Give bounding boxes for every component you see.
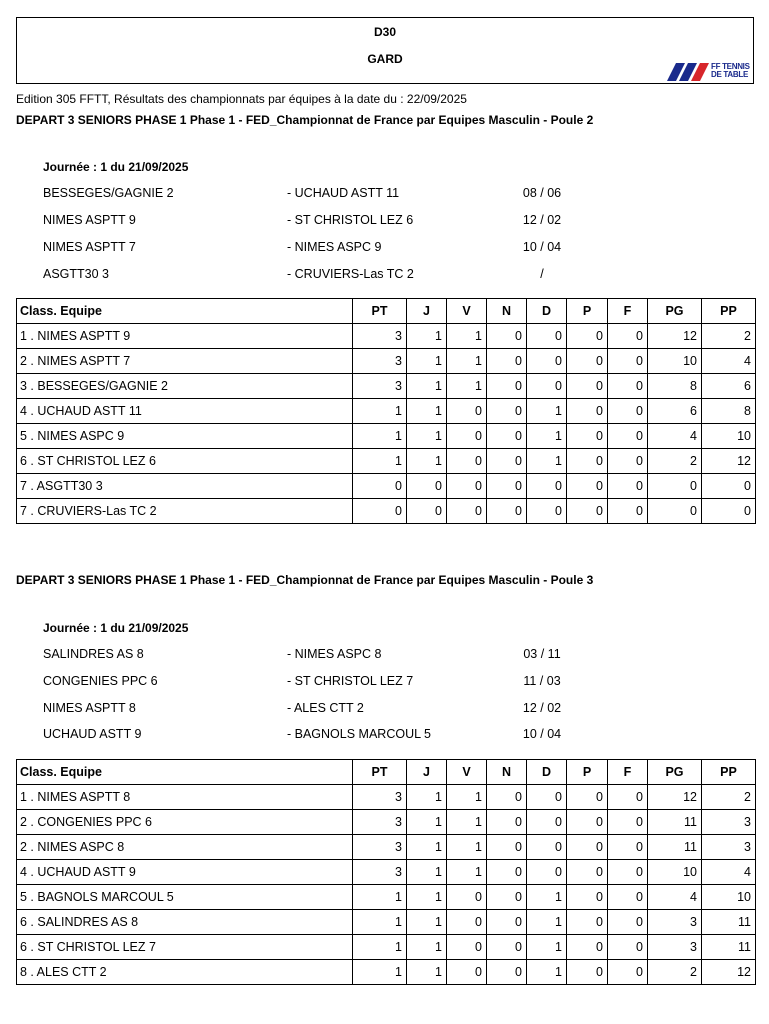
cell-pt: 1 [353,910,407,935]
match-score: 10 / 04 [522,727,562,741]
fftt-logo-mark-icon [667,60,711,82]
cell-n: 0 [487,324,527,349]
cell-pp: 0 [702,499,756,524]
cell-n: 0 [487,474,527,499]
cell-d: 0 [527,785,567,810]
cell-v: 0 [447,499,487,524]
cell-pp: 11 [702,935,756,960]
cell-pg: 0 [648,474,702,499]
cell-pg: 12 [648,785,702,810]
cell-p: 0 [567,910,608,935]
cell-j: 1 [407,374,447,399]
col-header-n: N [487,760,527,785]
col-header-pp: PP [702,299,756,324]
cell-pt: 3 [353,374,407,399]
standings-table-poule-2 [16,298,756,524]
match-score: 11 / 03 [523,674,561,688]
cell-team: 1 . NIMES ASPTT 9 [17,324,353,349]
department-name: GARD [367,52,403,66]
table-row [17,885,756,910]
cell-j: 1 [407,424,447,449]
cell-j: 1 [407,835,447,860]
cell-j: 1 [407,910,447,935]
cell-d: 0 [527,835,567,860]
match-score: 03 / 11 [523,647,561,661]
cell-v: 0 [447,424,487,449]
cell-j: 1 [407,885,447,910]
cell-n: 0 [487,449,527,474]
match-row [0,647,769,665]
match-row [0,674,769,692]
cell-d: 0 [527,324,567,349]
journee-label: Journée : 1 du 21/09/2025 [43,621,189,635]
cell-pg: 6 [648,399,702,424]
cell-v: 0 [447,910,487,935]
cell-p: 0 [567,424,608,449]
cell-v: 1 [447,324,487,349]
cell-n: 0 [487,810,527,835]
cell-team: 2 . NIMES ASPTT 7 [17,349,353,374]
col-header-d: D [527,760,567,785]
cell-team: 3 . BESSEGES/GAGNIE 2 [17,374,353,399]
cell-pg: 0 [648,499,702,524]
cell-pt: 1 [353,960,407,985]
cell-v: 0 [447,960,487,985]
match-row [0,240,769,258]
cell-p: 0 [567,935,608,960]
cell-f: 0 [608,785,648,810]
cell-pt: 3 [353,810,407,835]
cell-j: 1 [407,449,447,474]
cell-pp: 12 [702,960,756,985]
cell-j: 0 [407,499,447,524]
cell-team: 7 . ASGTT30 3 [17,474,353,499]
cell-n: 0 [487,935,527,960]
cell-pg: 12 [648,324,702,349]
cell-v: 1 [447,785,487,810]
col-header-pt: PT [353,299,407,324]
table-row [17,810,756,835]
cell-f: 0 [608,910,648,935]
cell-team: 1 . NIMES ASPTT 8 [17,785,353,810]
cell-f: 0 [608,399,648,424]
table-row [17,449,756,474]
match-row [0,727,769,745]
cell-n: 0 [487,499,527,524]
cell-v: 0 [447,449,487,474]
cell-pt: 1 [353,449,407,474]
cell-pp: 2 [702,785,756,810]
match-row [0,186,769,204]
cell-pt: 3 [353,324,407,349]
match-score: / [540,267,544,281]
cell-v: 0 [447,885,487,910]
col-header-v: V [447,760,487,785]
cell-pt: 1 [353,399,407,424]
header-box [16,17,754,84]
match-row [0,267,769,285]
cell-d: 0 [527,499,567,524]
standings-table-poule-3 [16,759,756,985]
cell-pp: 3 [702,835,756,860]
col-header-pg: PG [648,299,702,324]
table-row [17,835,756,860]
match-row [0,701,769,719]
cell-d: 0 [527,860,567,885]
table-row [17,424,756,449]
cell-d: 1 [527,449,567,474]
cell-pg: 2 [648,449,702,474]
edition-line: Edition 305 FFTT, Résultats des championnats par équipes à la date du : 22/09/2025 [16,92,467,106]
col-header-team: Class. Equipe [17,760,353,785]
cell-f: 0 [608,324,648,349]
cell-p: 0 [567,449,608,474]
cell-j: 1 [407,785,447,810]
table-row [17,399,756,424]
cell-n: 0 [487,960,527,985]
cell-p: 0 [567,835,608,860]
cell-v: 1 [447,810,487,835]
cell-pt: 0 [353,499,407,524]
cell-d: 0 [527,374,567,399]
cell-v: 1 [447,349,487,374]
cell-f: 0 [608,474,648,499]
table-row [17,910,756,935]
col-header-n: N [487,299,527,324]
cell-v: 1 [447,860,487,885]
cell-team: 5 . BAGNOLS MARCOUL 5 [17,885,353,910]
cell-d: 1 [527,960,567,985]
cell-v: 0 [447,474,487,499]
table-header-row [17,760,756,785]
cell-v: 0 [447,399,487,424]
col-header-f: F [608,299,648,324]
cell-n: 0 [487,860,527,885]
cell-f: 0 [608,424,648,449]
cell-n: 0 [487,399,527,424]
fftt-logo [667,60,753,84]
cell-pg: 4 [648,424,702,449]
table-row [17,324,756,349]
col-header-v: V [447,299,487,324]
committee-code: D30 [373,25,396,39]
cell-p: 0 [567,399,608,424]
cell-p: 0 [567,349,608,374]
cell-d: 0 [527,810,567,835]
cell-pg: 2 [648,960,702,985]
cell-pg: 3 [648,910,702,935]
cell-f: 0 [608,349,648,374]
cell-v: 1 [447,374,487,399]
cell-j: 1 [407,399,447,424]
cell-f: 0 [608,449,648,474]
cell-f: 0 [608,960,648,985]
cell-pg: 8 [648,374,702,399]
cell-n: 0 [487,349,527,374]
cell-p: 0 [567,474,608,499]
cell-j: 0 [407,474,447,499]
cell-n: 0 [487,424,527,449]
match-away: - ST CHRISTOL LEZ 7 [287,674,414,688]
cell-pg: 4 [648,885,702,910]
table-header-row [17,299,756,324]
cell-team: 4 . UCHAUD ASTT 9 [17,860,353,885]
cell-pp: 10 [702,885,756,910]
cell-pp: 6 [702,374,756,399]
cell-pp: 8 [702,399,756,424]
cell-f: 0 [608,935,648,960]
col-header-f: F [608,760,648,785]
cell-team: 7 . CRUVIERS-Las TC 2 [17,499,353,524]
cell-d: 1 [527,910,567,935]
match-score: 12 / 02 [522,213,562,227]
table-row [17,935,756,960]
cell-j: 1 [407,860,447,885]
match-score: 12 / 02 [522,701,562,715]
cell-p: 0 [567,785,608,810]
cell-j: 1 [407,810,447,835]
cell-team: 6 . ST CHRISTOL LEZ 6 [17,449,353,474]
match-home: BESSEGES/GAGNIE 2 [43,186,174,200]
cell-pt: 1 [353,424,407,449]
table-row [17,960,756,985]
cell-d: 0 [527,474,567,499]
match-away: - NIMES ASPC 8 [287,647,382,661]
col-header-team: Class. Equipe [17,299,353,324]
cell-n: 0 [487,374,527,399]
match-away: - CRUVIERS-Las TC 2 [287,267,414,281]
col-header-p: P [567,299,608,324]
cell-pp: 4 [702,349,756,374]
match-home: ASGTT30 3 [43,267,109,281]
col-header-pg: PG [648,760,702,785]
cell-team: 6 . SALINDRES AS 8 [17,910,353,935]
cell-j: 1 [407,935,447,960]
poule-title: DEPART 3 SENIORS PHASE 1 Phase 1 - FED_Championnat de France par Equipes Masculin - Poule 3 [16,573,594,587]
cell-team: 5 . NIMES ASPC 9 [17,424,353,449]
cell-pp: 4 [702,860,756,885]
col-header-pt: PT [353,760,407,785]
cell-pt: 1 [353,885,407,910]
cell-f: 0 [608,835,648,860]
match-home: CONGENIES PPC 6 [43,674,158,688]
table-row [17,785,756,810]
match-home: NIMES ASPTT 7 [43,240,136,254]
table-row [17,860,756,885]
cell-p: 0 [567,499,608,524]
col-header-j: J [407,299,447,324]
cell-pt: 3 [353,860,407,885]
cell-pg: 10 [648,860,702,885]
cell-pp: 3 [702,810,756,835]
cell-p: 0 [567,960,608,985]
cell-p: 0 [567,860,608,885]
cell-j: 1 [407,349,447,374]
cell-pp: 12 [702,449,756,474]
journee-label: Journée : 1 du 21/09/2025 [43,160,189,174]
match-row [0,213,769,231]
match-away: - UCHAUD ASTT 11 [287,186,400,200]
match-score: 10 / 04 [522,240,562,254]
logo-text-line1: FF TENNIS [711,62,750,71]
cell-pp: 10 [702,424,756,449]
cell-team: 4 . UCHAUD ASTT 11 [17,399,353,424]
match-home: SALINDRES AS 8 [43,647,144,661]
cell-n: 0 [487,835,527,860]
col-header-j: J [407,760,447,785]
cell-j: 1 [407,324,447,349]
cell-d: 1 [527,885,567,910]
cell-d: 0 [527,349,567,374]
cell-d: 1 [527,399,567,424]
poule-title: DEPART 3 SENIORS PHASE 1 Phase 1 - FED_Championnat de France par Equipes Masculin - Poule 2 [16,113,594,127]
cell-pg: 10 [648,349,702,374]
match-away: - BAGNOLS MARCOUL 5 [287,727,432,741]
match-home: NIMES ASPTT 9 [43,213,136,227]
cell-p: 0 [567,810,608,835]
cell-pt: 1 [353,935,407,960]
cell-pg: 3 [648,935,702,960]
cell-j: 1 [407,960,447,985]
cell-pg: 11 [648,835,702,860]
logo-text-line2: DE TABLE [711,70,749,79]
cell-p: 0 [567,374,608,399]
cell-team: 2 . NIMES ASPC 8 [17,835,353,860]
col-header-p: P [567,760,608,785]
col-header-d: D [527,299,567,324]
cell-f: 0 [608,374,648,399]
cell-pt: 3 [353,835,407,860]
table-row [17,374,756,399]
cell-team: 2 . CONGENIES PPC 6 [17,810,353,835]
cell-pp: 0 [702,474,756,499]
cell-f: 0 [608,860,648,885]
cell-v: 1 [447,835,487,860]
cell-n: 0 [487,785,527,810]
cell-team: 6 . ST CHRISTOL LEZ 7 [17,935,353,960]
fftt-logo-text [711,63,750,79]
cell-pt: 3 [353,785,407,810]
match-away: - NIMES ASPC 9 [287,240,382,254]
cell-pt: 0 [353,474,407,499]
cell-f: 0 [608,810,648,835]
table-row [17,349,756,374]
table-row [17,474,756,499]
cell-p: 0 [567,324,608,349]
cell-n: 0 [487,885,527,910]
match-home: NIMES ASPTT 8 [43,701,136,715]
match-home: UCHAUD ASTT 9 [43,727,142,741]
cell-d: 1 [527,424,567,449]
match-score: 08 / 06 [522,186,562,200]
match-away: - ST CHRISTOL LEZ 6 [287,213,414,227]
cell-n: 0 [487,910,527,935]
cell-pp: 2 [702,324,756,349]
col-header-pp: PP [702,760,756,785]
cell-f: 0 [608,499,648,524]
cell-d: 1 [527,935,567,960]
cell-pp: 11 [702,910,756,935]
match-away: - ALES CTT 2 [287,701,364,715]
cell-team: 8 . ALES CTT 2 [17,960,353,985]
cell-pg: 11 [648,810,702,835]
table-row [17,499,756,524]
cell-f: 0 [608,885,648,910]
cell-pt: 3 [353,349,407,374]
cell-p: 0 [567,885,608,910]
cell-v: 0 [447,935,487,960]
